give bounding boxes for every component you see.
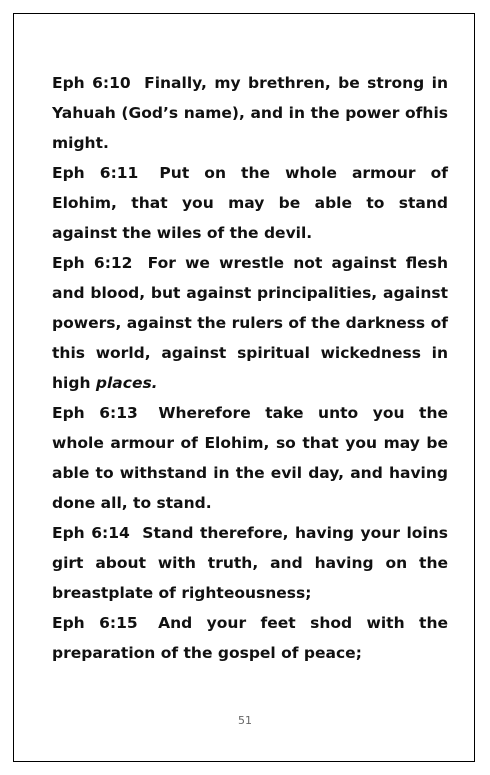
- verse-text: Put on the whole armour of Elohim, that you may be able to stand against the wiles of the devil.: [52, 164, 448, 242]
- verse-eph-6-14: [52, 518, 448, 608]
- verse-list: [52, 68, 448, 668]
- page-number: 51: [238, 714, 252, 727]
- verse-reference: Eph 6:10: [52, 74, 131, 92]
- verse-text: For we wrestle not against flesh and blood, but against principalities, against powers, against the rulers of the darkness of this world, against spiritual wickedness in high: [52, 254, 448, 392]
- verse-text: Wherefore take unto you the whole armour of Elohim, so that you may be able to withstand in the evil day, and having done all, to stand.: [52, 404, 448, 512]
- verse-eph-6-13: [52, 398, 448, 518]
- verse-eph-6-12: [52, 248, 448, 398]
- verse-text: And your feet shod with the preparation of the gospel of peace;: [52, 614, 448, 662]
- verse-eph-6-15: [52, 608, 448, 668]
- verse-eph-6-11: [52, 158, 448, 248]
- verse-reference: Eph 6:11: [52, 164, 139, 182]
- verse-eph-6-10: [52, 68, 448, 158]
- verse-text: Finally, my brethren, be strong in Yahuah (God’s name), and in the power ofhis might.: [52, 74, 448, 152]
- verse-italic-text: places.: [95, 374, 158, 392]
- verse-reference: Eph 6:13: [52, 404, 138, 422]
- verse-text: Stand therefore, having your loins girt about with truth, and having on the breastplate of righteousness;: [52, 524, 448, 602]
- verse-reference: Eph 6:15: [52, 614, 138, 632]
- verse-reference: Eph 6:12: [52, 254, 133, 272]
- verse-reference: Eph 6:14: [52, 524, 130, 542]
